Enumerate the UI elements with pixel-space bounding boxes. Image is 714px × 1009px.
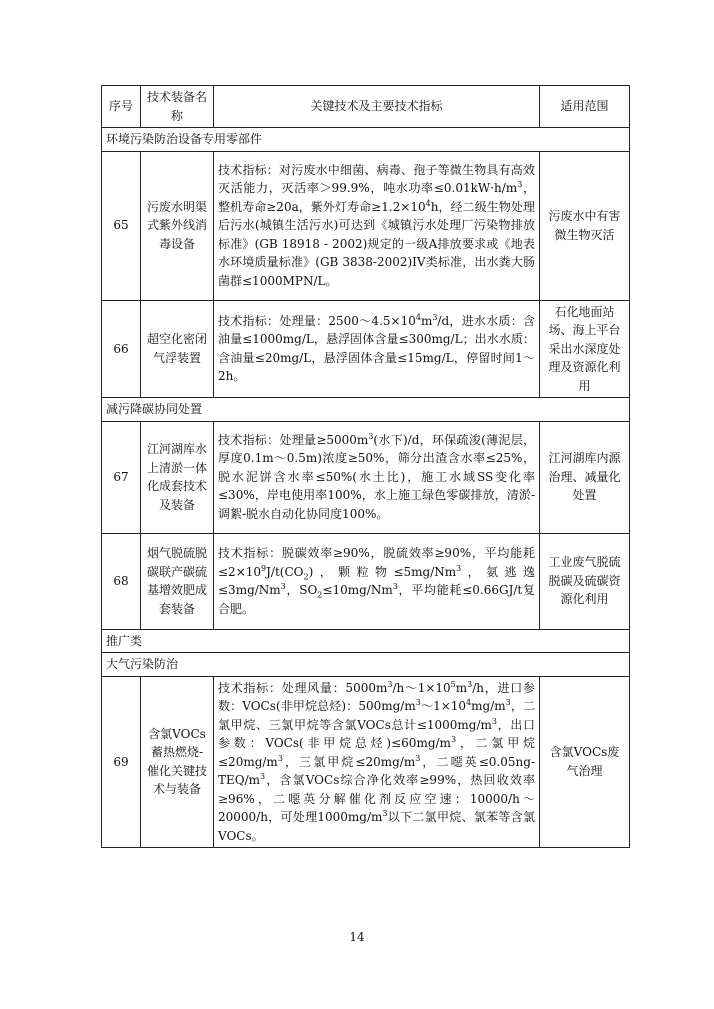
application-scope: 江河湖库内源治理、减量化处置 [540, 421, 630, 533]
section-title: 环境污染防治设备专用零部件 [102, 128, 630, 152]
technical-indicators: 技术指标：处理量：$2500\sim 4.5\times 10^4m^3/d$，进水水质：含油量≤1000mg/L，悬浮固体含量≤300mg/L；出水水质：含油量≤20mg/L，悬浮固体含量≤15mg/L，停留时间1～2h。 [214, 300, 540, 398]
application-scope: 工业废气脱硫脱碳及硫碳资源化利用 [540, 533, 630, 629]
table-row [102, 533, 630, 629]
row-number: 65 [102, 151, 141, 300]
section-row [102, 629, 630, 653]
equipment-name: 含氯VOCs蓄热燃烧-催化关键技术与装备 [141, 676, 214, 848]
technical-indicators: 技术指标：处理量$\ge 5000m^3$(水下)/d，环保疏浚(薄泥层，厚度0.1m～0.5m)浓度≥50%，筛分出渣含水率≤25%，脱水泥饼含水率≤50%(水土比)，施工水域SS变化率≤30%，岸电使用率100%，水上施工绿色零碳排放，清淤-调絮-脱水自动化协同度100%。 [214, 421, 540, 533]
row-number: 69 [102, 676, 141, 848]
application-scope: 污废水中有害微生物灭活 [540, 151, 630, 300]
tech-equipment-table [101, 85, 630, 848]
table-row [102, 421, 630, 533]
section-title: 推广类 [102, 629, 630, 653]
row-number: 67 [102, 421, 141, 533]
technical-indicators: 技术指标：处理风量：$5000m^3/h\sim 1\times 10^5m^3/h$，进口参数：VOCs(非甲烷总烃)：$500mg/m^3\sim 1\times 10^4mg/m^3$，二氯甲烷、三氯甲烷等含氯VOCs总计$\le 1000mg/m^3$，出口参数：VOCs(非甲烷总烃)$\le 60mg/m^3$，二氯甲烷$\le 20mg/m^3$，三氯甲烷$\le 20mg/m^3$，二噁英$\le 0.05ng-TEQ/m^3$，含氯VOCs综合净化效率≥99%，热回收效率≥96%，二噁英分解催化剂反应空速：10000/h～20000/h，可处理$1000mg/m^3$以下二氯甲烷、氯苯等含氯VOCs。 [214, 676, 540, 848]
equipment-name: 江河湖库水上清淤一体化成套技术及装备 [141, 421, 214, 533]
equipment-name: 烟气脱硫脱碳联产碳硫基增效肥成套装备 [141, 533, 214, 629]
section-title: 减污降碳协同处置 [102, 398, 630, 422]
header-scope: 适用范围 [540, 86, 630, 128]
equipment-name: 污废水明渠式紫外线消毒设备 [141, 151, 214, 300]
table-row [102, 151, 630, 300]
header-num: 序号 [102, 86, 141, 128]
application-scope: 石化地面站场、海上平台采出水深度处理及资源化利用 [540, 300, 630, 398]
technical-indicators: 技术指标：对污废水中细菌、病毒、孢子等微生物具有高效灭活能力，灭活率＞99.9%，吨水功率$\le 0.01kW\cdot h/m^3$，整机寿命≥20a，紫外灯寿命$\ge 1.2\times 10^4h$，经二级生物处理后污水(城镇生活污水)可达到《城镇污水处理厂污染物排放标准》(GB 18918 - 2002)规定的一级A排放要求或《地表水环境质量标准》(GB 3838-2002)IV类标准，出水粪大肠菌群≤1000MPN/L。 [214, 151, 540, 300]
header-name: 技术装备名称 [141, 86, 214, 128]
technical-indicators: 技术指标：脱碳效率≥90%，脱硫效率≥90%，平均能耗$\le 2\times 10^9J/t(CO_2)$，颗粒物$\le 5mg/Nm^3$，氨逃逸$\le 3mg/Nm^3$，$SO_2\le 10mg/Nm^3$，平均能耗≤0.66GJ/t复合肥。 [214, 533, 540, 629]
header-tech: 关键技术及主要技术指标 [214, 86, 540, 128]
row-number: 66 [102, 300, 141, 398]
table-row [102, 676, 630, 848]
section-row [102, 653, 630, 677]
section-title: 大气污染防治 [102, 653, 630, 677]
section-row [102, 128, 630, 152]
page-number: 14 [349, 930, 365, 944]
section-row [102, 398, 630, 422]
application-scope: 含氯VOCs废气治理 [540, 676, 630, 848]
equipment-name: 超空化密闭气浮装置 [141, 300, 214, 398]
table-row [102, 300, 630, 398]
row-number: 68 [102, 533, 141, 629]
header-row [102, 86, 630, 128]
